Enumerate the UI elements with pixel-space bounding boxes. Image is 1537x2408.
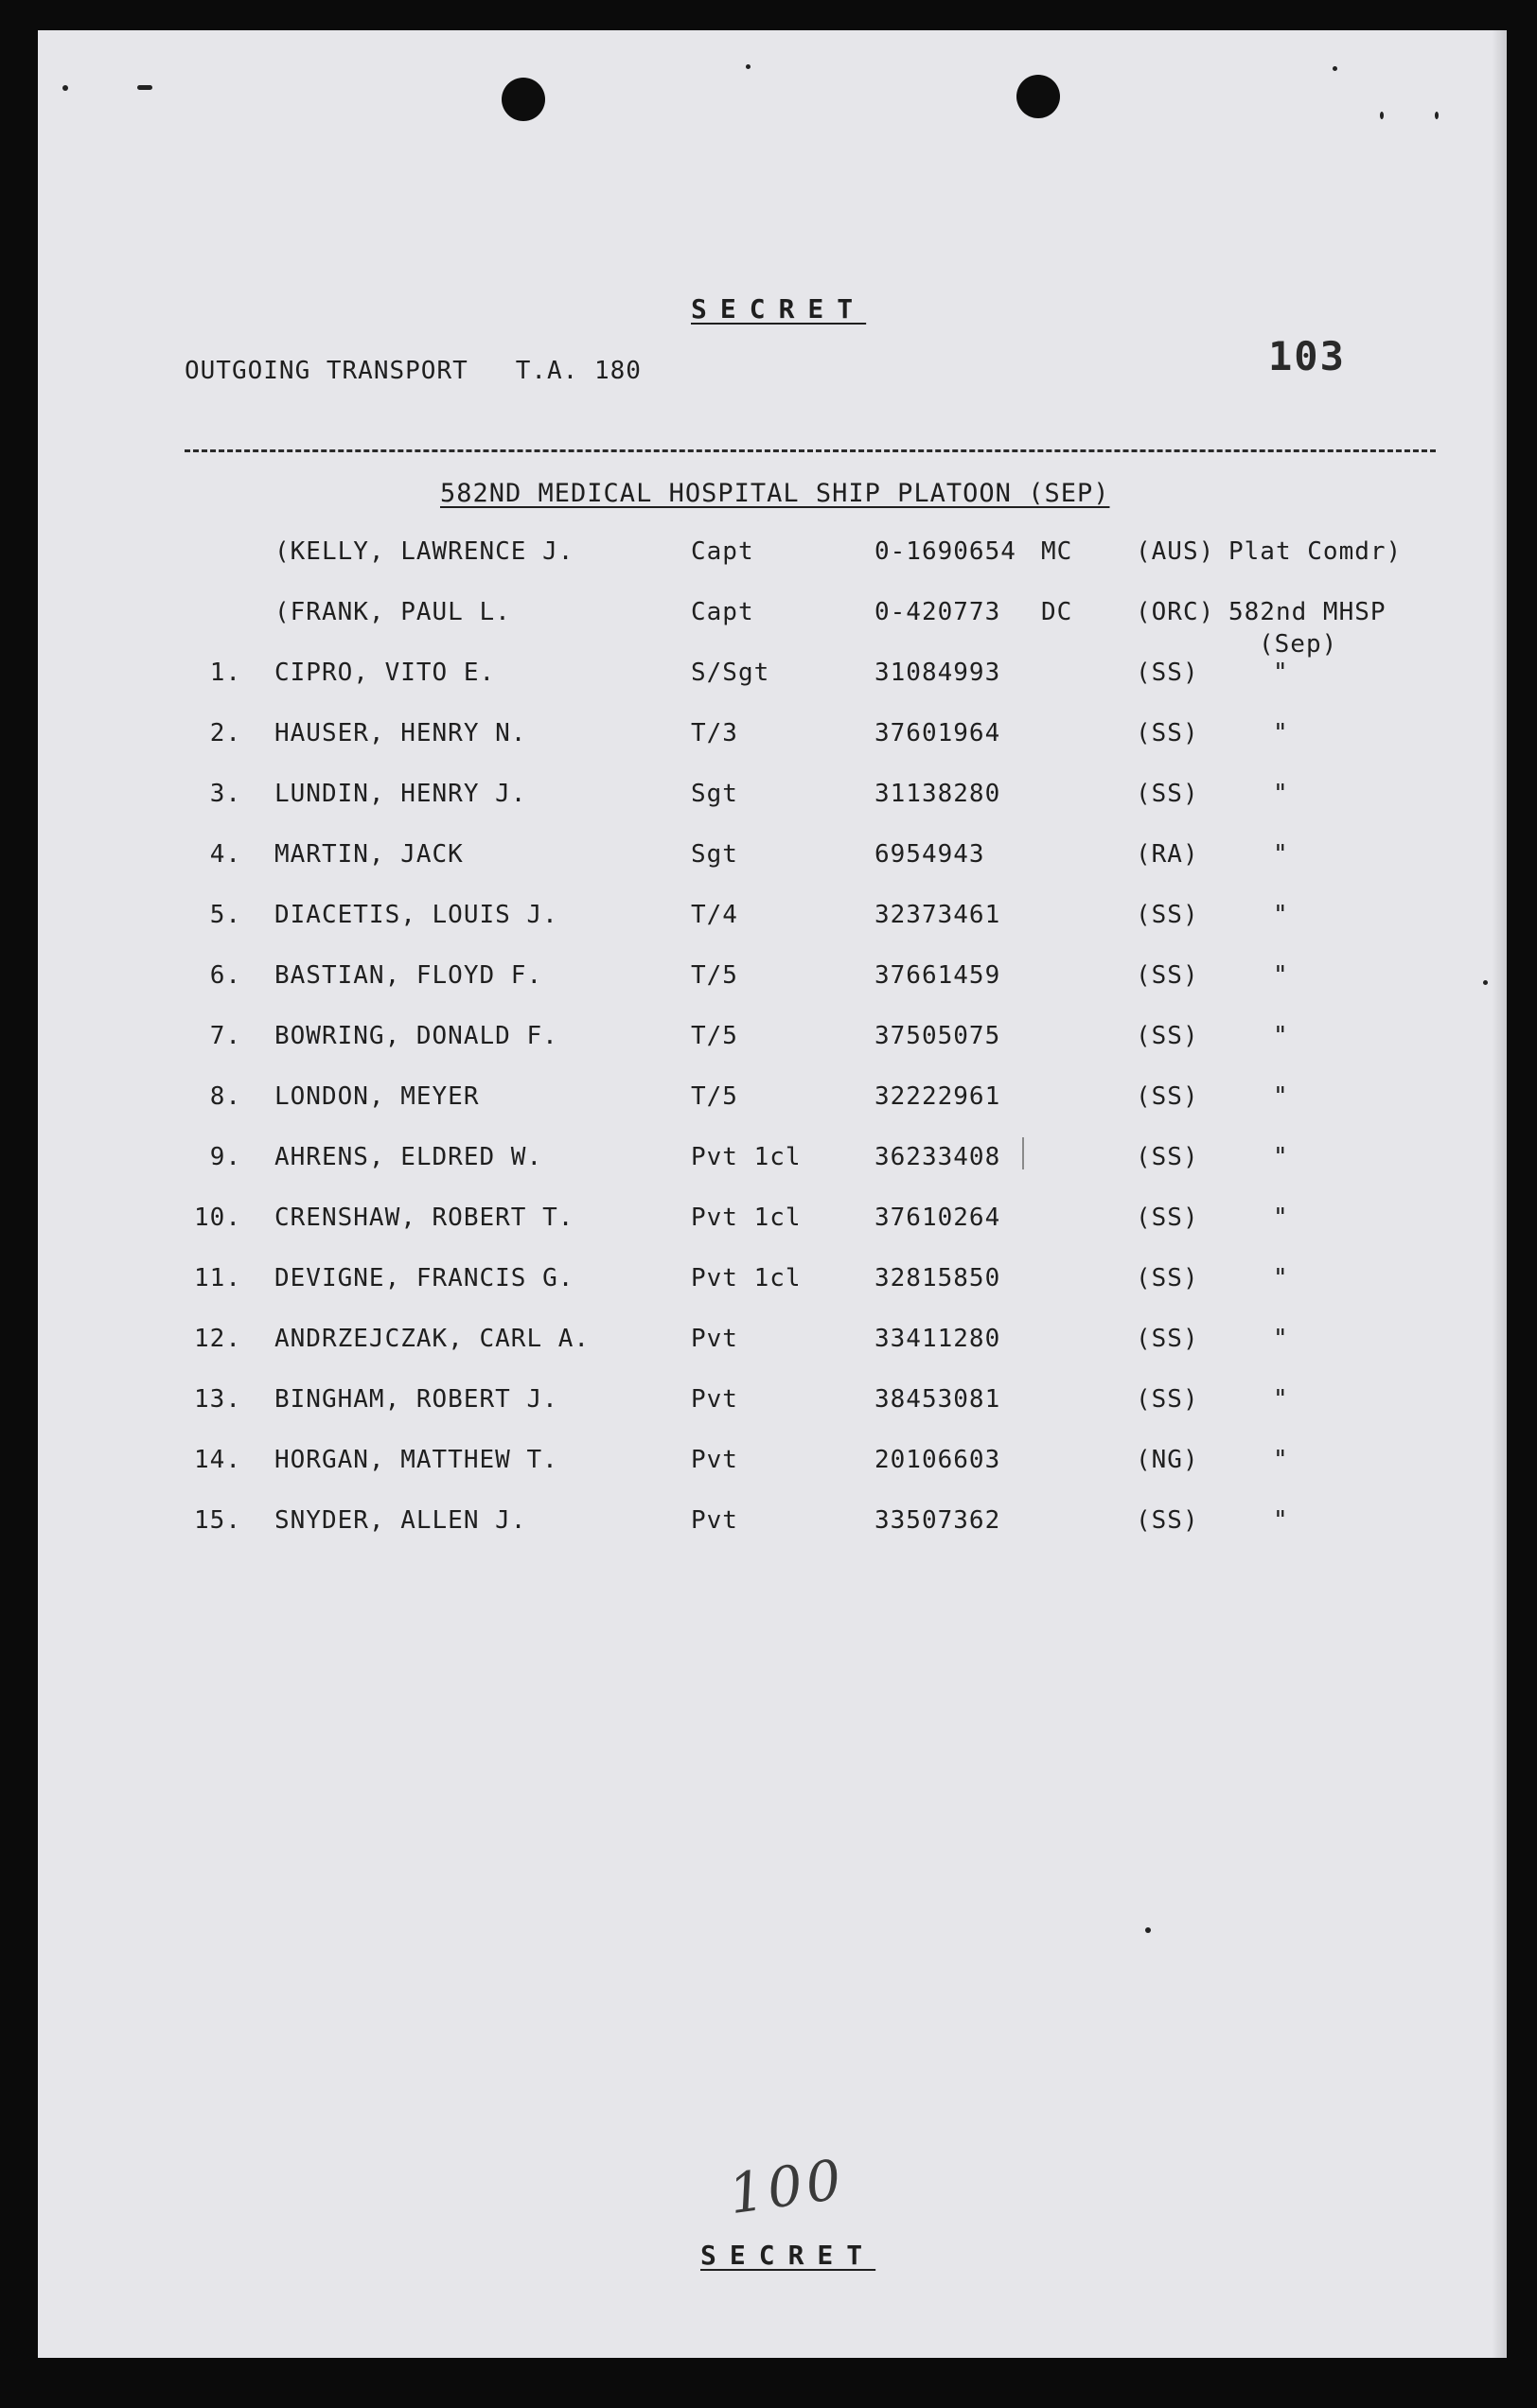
roster-ditto: " <box>1273 780 1289 808</box>
roster-row <box>38 719 1507 757</box>
roster-component: (SS) <box>1136 1022 1199 1050</box>
roster-rank: Sgt <box>691 780 738 808</box>
roster-component: (SS) <box>1136 1082 1199 1111</box>
roster-row <box>38 1022 1507 1060</box>
roster-number: 2. <box>209 719 241 747</box>
roster-row <box>38 1204 1507 1241</box>
document-title: OUTGOING TRANSPORT T.A. 180 <box>185 357 642 385</box>
roster-row <box>38 1446 1507 1484</box>
roster-number: 5. <box>209 901 241 929</box>
roster-component: (SS) <box>1136 719 1199 747</box>
roster-rank: T/4 <box>691 901 738 929</box>
roster-serial: 33411280 <box>874 1325 1001 1353</box>
roster-serial: 38453081 <box>874 1385 1001 1414</box>
roster-serial: 20106603 <box>874 1446 1001 1474</box>
roster-rank: Pvt 1cl <box>691 1204 802 1232</box>
roster-number: 11. <box>194 1264 241 1292</box>
classification-bottom: SECRET <box>700 2240 876 2271</box>
roster-component: (SS) <box>1136 961 1199 990</box>
roster-ditto: " <box>1273 1385 1289 1414</box>
roster-number: 13. <box>194 1385 241 1414</box>
roster-name: AHRENS, ELDRED W. <box>274 1143 543 1171</box>
speck <box>1380 112 1384 119</box>
roster-name: CRENSHAW, ROBERT T. <box>274 1204 574 1232</box>
roster-rank: T/5 <box>691 1022 738 1050</box>
roster-name: HAUSER, HENRY N. <box>274 719 527 747</box>
roster-number: 12. <box>194 1325 241 1353</box>
roster-ditto: " <box>1273 1264 1289 1292</box>
roster-ditto: " <box>1273 1506 1289 1535</box>
page-edge-shadow <box>1492 30 1507 2358</box>
roster-number: 14. <box>194 1446 241 1474</box>
officer-component: (ORC) <box>1136 598 1215 626</box>
roster-ditto: " <box>1273 961 1289 990</box>
roster-rank: T/3 <box>691 719 738 747</box>
roster-name: LUNDIN, HENRY J. <box>274 780 527 808</box>
roster-name: DIACETIS, LOUIS J. <box>274 901 558 929</box>
roster-ditto: " <box>1273 1022 1289 1050</box>
roster-serial: 37601964 <box>874 719 1001 747</box>
roster-row <box>38 901 1507 939</box>
roster-rank: Sgt <box>691 840 738 869</box>
roster-serial: 33507362 <box>874 1506 1001 1535</box>
roster-number: 9. <box>209 1143 241 1171</box>
roster-serial: 6954943 <box>874 840 985 869</box>
roster-name: LONDON, MEYER <box>274 1082 480 1111</box>
roster-row <box>38 961 1507 999</box>
roster-number: 7. <box>209 1022 241 1050</box>
roster-row <box>38 780 1507 817</box>
speck <box>746 64 751 69</box>
officer-name: (FRANK, PAUL L. <box>274 598 511 626</box>
roster-serial: 32222961 <box>874 1082 1001 1111</box>
roster-name: BINGHAM, ROBERT J. <box>274 1385 558 1414</box>
roster-rank: Pvt 1cl <box>691 1143 802 1171</box>
roster-number: 3. <box>209 780 241 808</box>
roster-ditto: " <box>1273 1143 1289 1171</box>
document-page <box>38 30 1507 2358</box>
roster-rank: Pvt <box>691 1446 738 1474</box>
roster-component: (SS) <box>1136 780 1199 808</box>
roster-row <box>38 1325 1507 1362</box>
roster-ditto: " <box>1273 719 1289 747</box>
roster-component: (SS) <box>1136 1325 1199 1353</box>
roster-row <box>38 1143 1507 1181</box>
roster-row <box>38 1264 1507 1302</box>
officer-remark: Plat Comdr) <box>1228 537 1403 566</box>
roster-number: 15. <box>194 1506 241 1535</box>
roster-component: (NG) <box>1136 1446 1199 1474</box>
officer-name: (KELLY, LAWRENCE J. <box>274 537 574 566</box>
roster-name: ANDRZEJCZAK, CARL A. <box>274 1325 591 1353</box>
roster-ditto: " <box>1273 659 1289 687</box>
roster-serial: 37505075 <box>874 1022 1001 1050</box>
roster-name: CIPRO, VITO E. <box>274 659 496 687</box>
roster-number: 10. <box>194 1204 241 1232</box>
roster-serial: 37661459 <box>874 961 1001 990</box>
roster-ditto: " <box>1273 901 1289 929</box>
officer-serial: 0-420773 <box>874 598 1001 626</box>
roster-ditto: " <box>1273 840 1289 869</box>
officer-row <box>38 537 1507 575</box>
classification-top: SECRET <box>691 293 867 325</box>
roster-rank: T/5 <box>691 961 738 990</box>
roster-ditto: " <box>1273 1325 1289 1353</box>
roster-rank: S/Sgt <box>691 659 770 687</box>
officer-remark: 582nd MHSP <box>1228 598 1387 626</box>
roster-row <box>38 1506 1507 1544</box>
dashed-separator <box>185 449 1436 452</box>
officer-rank: Capt <box>691 598 754 626</box>
roster-name: BASTIAN, FLOYD F. <box>274 961 543 990</box>
punch-hole-right <box>1016 75 1060 118</box>
roster-component: (SS) <box>1136 1506 1199 1535</box>
speck <box>1145 1927 1151 1933</box>
roster-component: (SS) <box>1136 1264 1199 1292</box>
roster-rank: Pvt <box>691 1506 738 1535</box>
roster-component: (SS) <box>1136 1204 1199 1232</box>
roster-component: (RA) <box>1136 840 1199 869</box>
roster-serial: 36233408 <box>874 1143 1001 1171</box>
roster-number: 4. <box>209 840 241 869</box>
unit-title: 582ND MEDICAL HOSPITAL SHIP PLATOON (SEP) <box>440 479 1110 508</box>
officer-remark-sub: (Sep) <box>1259 630 1338 659</box>
page-number: 103 <box>1268 333 1346 379</box>
roster-row <box>38 659 1507 696</box>
roster-ditto: " <box>1273 1204 1289 1232</box>
roster-name: DEVIGNE, FRANCIS G. <box>274 1264 574 1292</box>
officer-branch: DC <box>1041 598 1073 626</box>
officer-component: (AUS) <box>1136 537 1215 566</box>
officer-rank: Capt <box>691 537 754 566</box>
officer-row <box>38 598 1507 659</box>
roster-name: BOWRING, DONALD F. <box>274 1022 558 1050</box>
roster-name: SNYDER, ALLEN J. <box>274 1506 527 1535</box>
officer-serial: 0-1690654 <box>874 537 1016 566</box>
roster-ditto: " <box>1273 1082 1289 1111</box>
roster-ditto: " <box>1273 1446 1289 1474</box>
punch-hole-left <box>502 78 545 121</box>
roster-name: MARTIN, JACK <box>274 840 464 869</box>
roster-component: (SS) <box>1136 659 1199 687</box>
roster-row <box>38 840 1507 878</box>
roster-row <box>38 1385 1507 1423</box>
roster-row <box>38 1082 1507 1120</box>
roster-serial: 31084993 <box>874 659 1001 687</box>
roster-rank: Pvt <box>691 1385 738 1414</box>
roster-serial: 31138280 <box>874 780 1001 808</box>
speck <box>62 85 68 91</box>
roster-number: 8. <box>209 1082 241 1111</box>
roster-serial: 32815850 <box>874 1264 1001 1292</box>
roster-rank: T/5 <box>691 1082 738 1111</box>
officer-branch: MC <box>1041 537 1073 566</box>
roster-number: 1. <box>209 659 241 687</box>
roster-serial: 37610264 <box>874 1204 1001 1232</box>
roster-rank: Pvt 1cl <box>691 1264 802 1292</box>
roster-rank: Pvt <box>691 1325 738 1353</box>
roster-component: (SS) <box>1136 1143 1199 1171</box>
handwritten-page-number: 100 <box>724 2146 849 2227</box>
roster-serial: 32373461 <box>874 901 1001 929</box>
roster-number: 6. <box>209 961 241 990</box>
roster-name: HORGAN, MATTHEW T. <box>274 1446 558 1474</box>
roster-component: (SS) <box>1136 901 1199 929</box>
speck <box>1435 112 1439 119</box>
speck <box>137 85 152 90</box>
pencil-mark <box>1022 1137 1024 1169</box>
speck <box>1333 66 1337 71</box>
roster-component: (SS) <box>1136 1385 1199 1414</box>
